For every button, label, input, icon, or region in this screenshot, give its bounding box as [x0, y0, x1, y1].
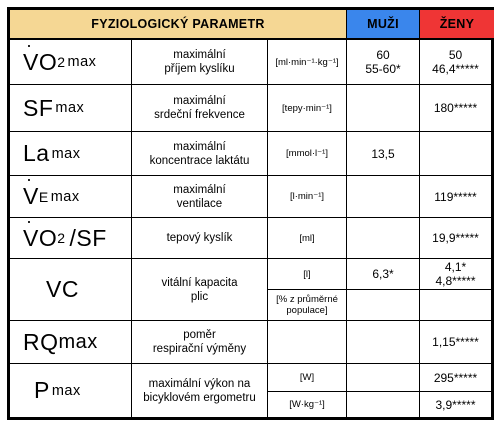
symbol-sub: 2	[57, 230, 66, 246]
description-cell: poměr respirační výměny	[152, 329, 247, 355]
header-men: MUŽI	[347, 10, 419, 38]
men-value: 13,5	[371, 146, 395, 161]
unit-cell: [W]	[299, 372, 315, 383]
men-value: 6,3*	[372, 267, 394, 281]
women-value: 4,1* 4,8*****	[435, 260, 476, 288]
symbol-suffix: max	[55, 100, 85, 116]
symbol-suffix: max	[50, 188, 80, 205]
symbol-rqmax	[10, 321, 131, 363]
unit-cell: [tepy·min⁻¹]	[282, 102, 332, 114]
description-cell: tepový kyslík	[166, 232, 233, 244]
symbol-sub: 2	[57, 54, 66, 70]
symbol-main: · V	[23, 183, 39, 210]
symbol-sub: E	[38, 188, 49, 205]
symbol-sfmax	[10, 85, 131, 131]
unit-cell	[268, 321, 346, 363]
symbol-main: SF	[23, 94, 54, 121]
symbol-main: VC	[46, 276, 79, 302]
physiology-table	[7, 7, 494, 420]
description-cell: maximální ventilace	[173, 183, 226, 210]
women-value-secondary: 3,9*****	[435, 397, 476, 412]
men-value	[347, 364, 419, 391]
symbol-vc	[10, 259, 131, 320]
description-cell: maximální koncentrace laktátu	[149, 140, 250, 167]
women-value: 1,15*****	[432, 335, 479, 349]
symbol-main: · VO	[23, 225, 57, 252]
symbol-main: P	[34, 377, 50, 403]
men-value: 60 55-60*	[365, 48, 401, 76]
symbol-vo2max	[10, 40, 131, 84]
symbol-pmax	[10, 364, 131, 417]
men-value	[347, 321, 419, 363]
unit-cell: [l·min⁻¹]	[289, 191, 325, 202]
women-value: 119*****	[434, 189, 477, 204]
women-value	[420, 132, 491, 175]
men-value-secondary	[347, 290, 419, 320]
women-value: 295*****	[433, 370, 478, 385]
symbol-suffix: max	[51, 145, 81, 162]
men-value	[347, 85, 419, 131]
men-value-secondary	[347, 392, 419, 417]
unit-cell-secondary: [W·kg⁻¹]	[289, 399, 325, 410]
unit-cell-secondary: [% z průměrné populace]	[276, 294, 338, 316]
description-cell: vitální kapacita plic	[161, 276, 238, 303]
women-value-secondary	[420, 290, 491, 320]
women-value: 180*****	[433, 101, 478, 115]
unit-cell: [ml]	[299, 232, 315, 244]
symbol-main: La	[23, 140, 50, 166]
men-value	[347, 218, 419, 258]
women-value: 50 46,4*****	[432, 48, 479, 76]
unit-cell: [ml·min⁻¹·kg⁻¹]	[275, 56, 339, 68]
symbol-vo2-sf	[10, 218, 131, 258]
header-women: ŽENY	[420, 10, 494, 38]
symbol-suffix: max	[51, 382, 81, 399]
symbol-suffix: max	[67, 54, 97, 70]
symbol-suffix: max	[58, 330, 98, 353]
men-value	[347, 176, 419, 217]
description-cell: maximální srdeční frekvence	[154, 95, 245, 121]
symbol-main: · VO	[23, 49, 57, 76]
unit-cell: [mmol·l⁻¹]	[286, 148, 328, 159]
symbol-suffix: /SF	[69, 224, 107, 251]
symbol-main: RQ	[23, 328, 59, 355]
description-cell: maximální výkon na bicyklovém ergometru	[143, 377, 256, 404]
unit-cell: [l]	[303, 268, 311, 280]
header-parameter: FYZIOLOGICKÝ PARAMETR	[10, 10, 346, 38]
women-value: 19,9*****	[432, 231, 479, 245]
description-cell: maximální příjem kyslíku	[164, 49, 235, 75]
